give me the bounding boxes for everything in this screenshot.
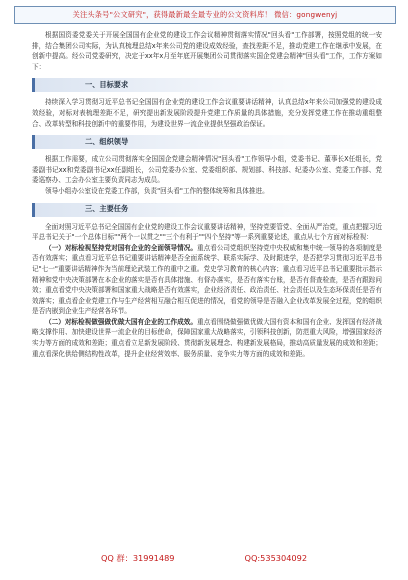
task-item-body: 重点看公司党组织坚持党中央权威和集中统一领导的各项制度是否有效落实；重点看习近平总书记重要讲话精神是否全面系统学、联系实际学、及时跟进学，是否把学习贯彻习近平总书记"七一"重要讲话精神作为当前理论武装工作的重中之重。党史学习教育的核心内容；重点看习近平总书记重要批示指示精神和党中央决策部署在本企业的落实是否有具体措施、有督办落实，是否有落实台账，是否有督查检查，是否有跟踪问效；重点看党中央决策部署和国家重大战略是否有效落实，企业经济责任、政治责任、社会责任以及生态环保责任是否有效落实；重点看企业党建工作与生产经营相互融合相互促进的情况，看党的领导是否融入企业改革发展全过程，党的组织是否内嵌到企业生产经营各环节。 — [32, 243, 383, 316]
section-heading-text: 三、主要任务 — [85, 204, 129, 214]
footer-contact — [0, 553, 408, 564]
task-item-title: （二）对标检视做强做优做大国有企业的工作成效。 — [45, 317, 197, 326]
document-body — [32, 30, 382, 359]
tasks-intro-paragraph: 全面对照习近平总书记全国国有企业党的建设工作会议重要讲话精神，坚持党要管党、全面从严治党，重点把握习近平总书记关于"一个总体目标""两个一以贯之""三个有利于""四个坚持"等一系列重要论述，重点从七个方面对标检视： — [32, 222, 382, 242]
section-heading-organization — [32, 135, 382, 149]
task-item-body: 重点看围绕做强做优做大国有资本和国有企业、发挥国有经济战略支撑作用、加快建设世界一流企业的目标使命，保障国家重大战略落实，引领科技创新，防范重大风险，增强国家经济实力等方面的成效和差距；重点看立足新发展阶段、贯彻新发展理念、构建新发展格局，推动高质量发展的成效和差距；重点看深化供给侧结构性改革，提升企业经营效率、服务质量、竞争实力等方面的成效和差距。 — [32, 317, 383, 358]
task-item-1 — [32, 243, 382, 317]
section-heading-tasks — [32, 203, 382, 217]
organization-paragraph-1: 根据工作需要，成立公司贯彻落实全国国企党建会精神情况"回头看"工作领导小组，党委书记、董事长X任组长，党委副书记xx和党委副书记xx任副组长，公司党委办公室、党委组织部、规划部、科技部、纪委办公室、党委工作部、党委巡察办、工会办公室主要负责同志为成员。 — [32, 155, 382, 185]
header-banner: 关注头条号"公文研究"，获得最新最全最专业的公文资料库！ 微信：gongwenyj — [14, 6, 396, 24]
goals-paragraph: 持续深入学习贯彻习近平总书记全国国有企业党的建设工作会议重要讲话精神，认真总结x年来公司加强党的建设成效经验，对标对表梳理差距不足，研究提出新发展阶段提升党建工作质量的具体措施，充分发挥党建工作在推动重组整合、改革转型和科技创新中的重要作用，为建设世界一流企业提供坚强政治保证。 — [32, 98, 382, 128]
task-item-2 — [32, 317, 382, 359]
section-heading-text: 二、组织领导 — [85, 136, 129, 146]
organization-paragraph-2: 领导小组办公室设在党委工作部，负责"回头看"工作的整体统筹和具体推进。 — [45, 186, 269, 195]
qq-group-text: QQ 群：31991489 — [100, 553, 175, 563]
task-item-title: （一）对标检视坚持党对国有企业的全面领导情况。 — [45, 243, 197, 252]
intro-paragraph: 根据国资委党委关于开展全国国有企业党的建设工作会议精神贯彻落实情况"回头看"工作部署，按照党组的统一安排，结合集团公司实际，为认真梳理总结x年来公司党的建设成效经验，查找差距不足，推动党建工作在继承中发展，在创新中提高。经公司党委研究，决定于xx年x月至年底开展集团公司贯彻落实国企党建会精神"回头看"工作，工作方案如下： — [32, 31, 382, 71]
qq-number-text: QQ:535304092 — [244, 553, 308, 563]
section-heading-goals — [32, 78, 382, 92]
section-heading-text: 一、目标要求 — [85, 80, 129, 90]
